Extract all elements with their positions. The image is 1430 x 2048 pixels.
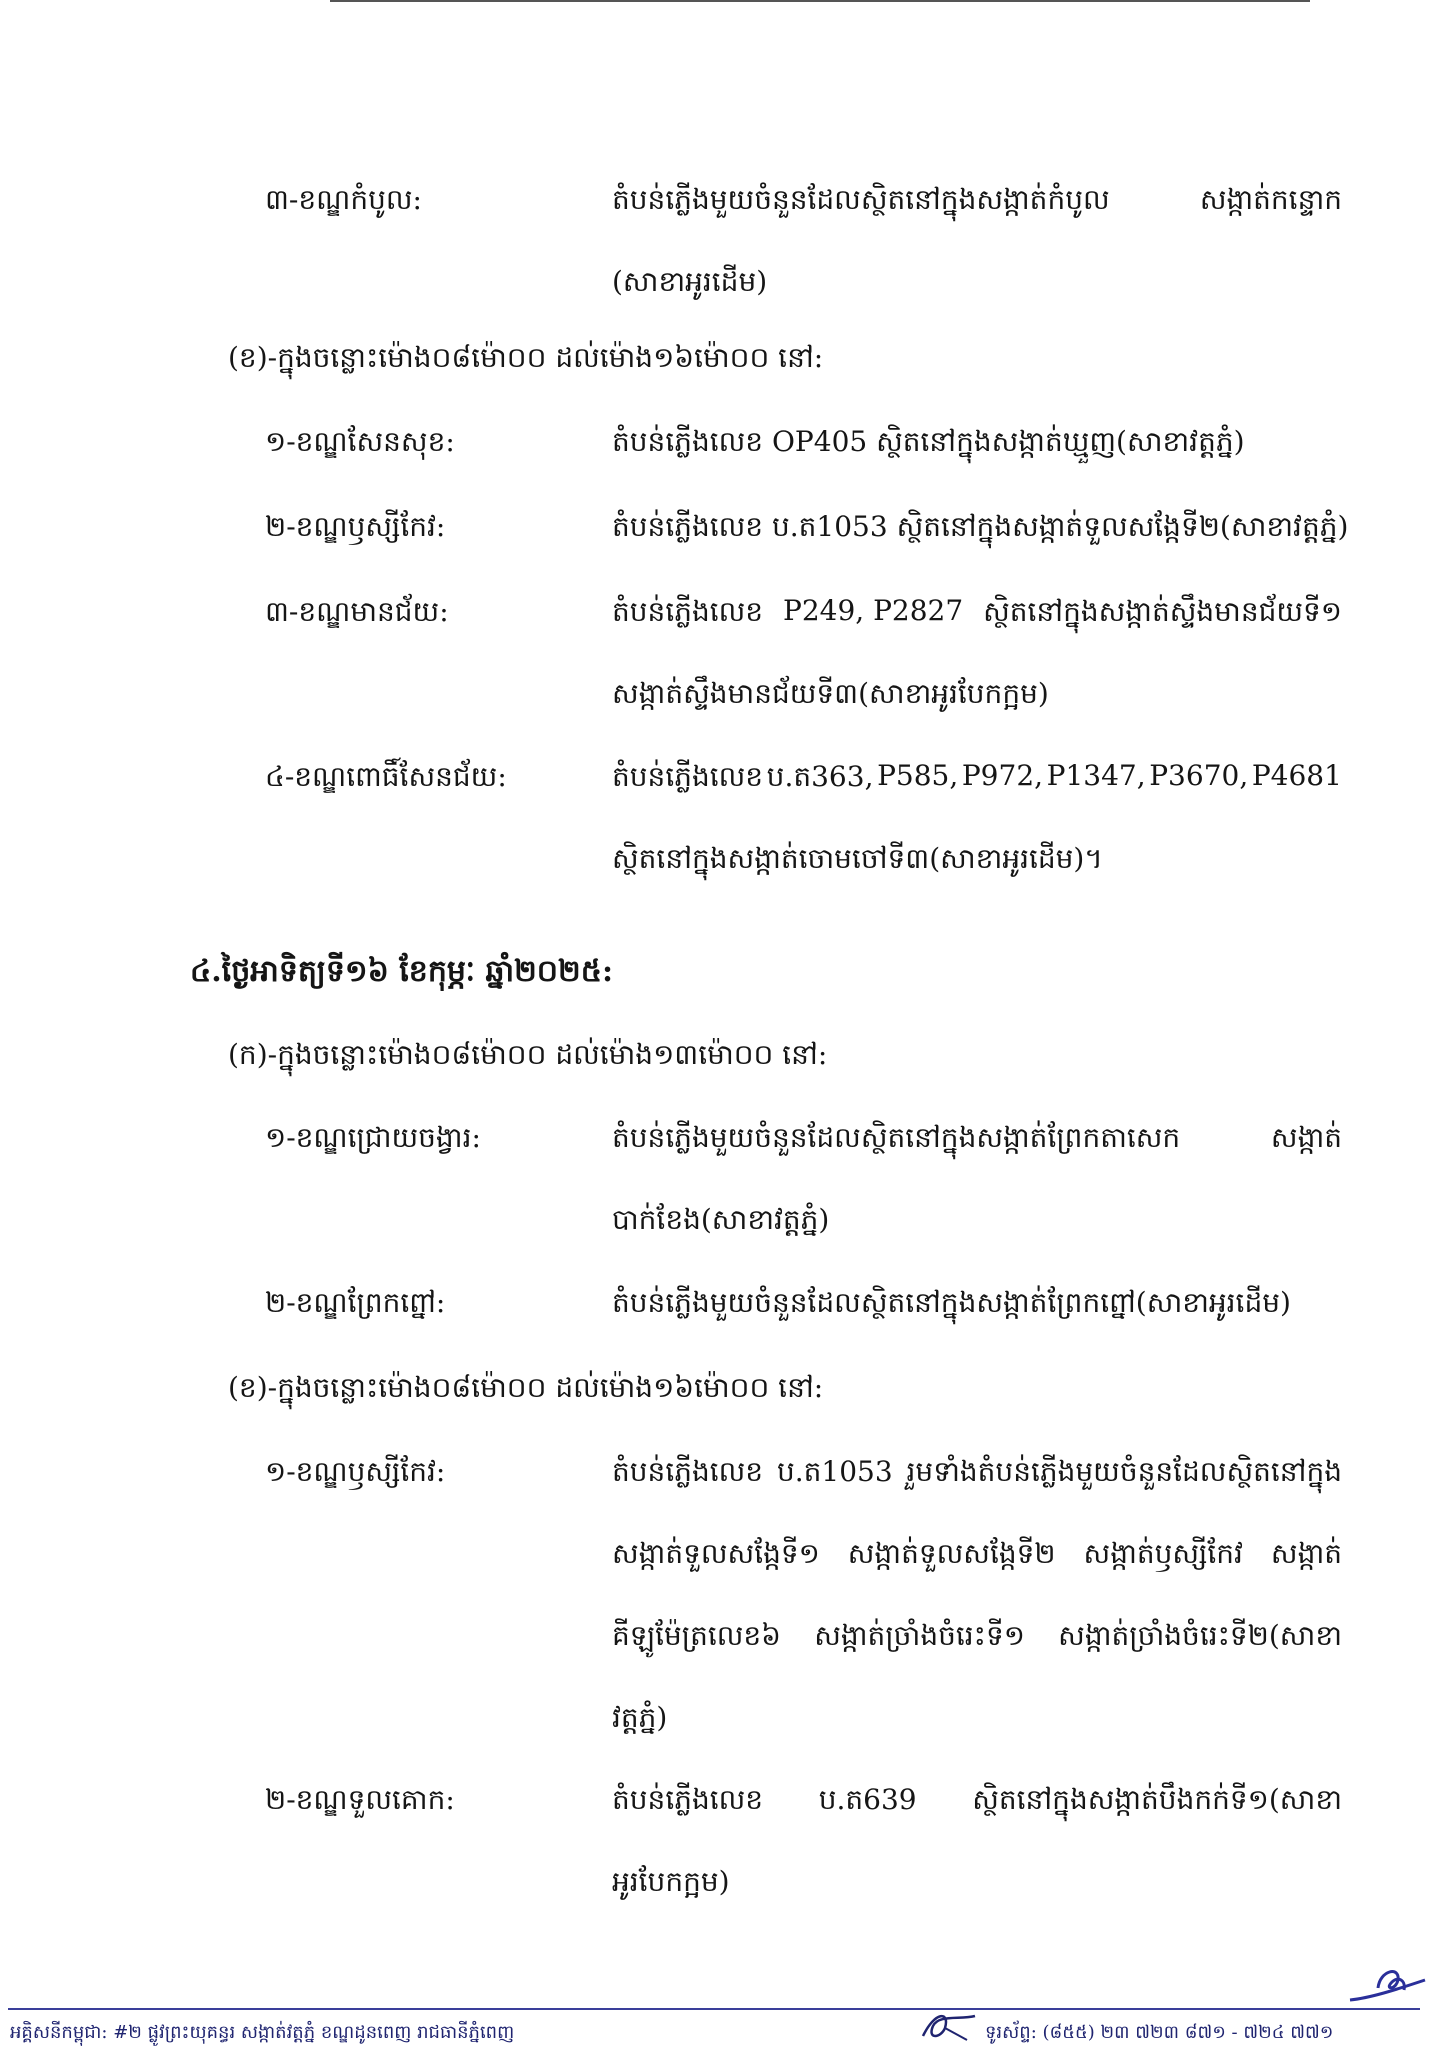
detail-text: ស្ថិតនៅក្នុងសង្កាត់ចោមចៅទី៣(សាខាអូរដើម)។: [612, 842, 1103, 875]
detail-text: សង្កាត់: [1270, 1537, 1342, 1570]
detail-text: តំបន់ភ្លើងមួយចំនួនដែលស្ថិតនៅក្នុងសង្កាត់ព្រែកតាសេក: [612, 1121, 1181, 1154]
area-detail-line: [612, 1536, 1342, 1577]
area-detail-line: [612, 1700, 667, 1741]
footer-address: អគ្គិសនីកម្ពុជា: #២ ផ្លូវព្រះយុគន្ធរ សង្កាត់វត្តភ្នំ ខណ្ឌដូនពេញ រាជធានីភ្នំពេញ: [10, 2022, 515, 2043]
footer-phone: ទូរស័ព្ទ: (៨៥៥) ២៣ ៧២៣ ៨៧១ - ៧២៤ ៧៧១: [985, 2022, 1334, 2043]
detail-text: តំបន់ភ្លើងលេខ: [612, 1783, 764, 1816]
district-label: ២-ខណ្ឌព្រែកព្នៅ:: [265, 1286, 446, 1319]
area-detail-line: [612, 1782, 1342, 1823]
detail-text: P4681: [1251, 759, 1342, 792]
detail-text: តំបន់ភ្លើងលេខ ប.ត1053 ស្ថិតនៅក្នុងសង្កាត់ទួលសង្កែទី២(សាខាវត្តភ្នំ): [612, 510, 1349, 543]
area-detail-line: [612, 1618, 1342, 1659]
detail-text: ស្ថិតនៅក្នុងសង្កាត់ស្ទឹងមានជ័យទី១: [983, 595, 1342, 628]
detail-text: សង្កាត់ទួលសង្កែទី១: [612, 1537, 820, 1570]
detail-text: សង្កាត់កន្ទោក: [1199, 183, 1342, 216]
district-label: ២-ខណ្ឌទួលគោក:: [265, 1783, 455, 1816]
initials-mark-icon: [915, 2006, 985, 2046]
area-detail-line: [612, 759, 1342, 800]
detail-text: សង្កាត់ទួលសង្កែទី២: [847, 1537, 1056, 1570]
area-detail-line: [612, 676, 1049, 717]
detail-text: ប.ត1053: [776, 1455, 893, 1488]
area-detail-line: [612, 1202, 829, 1243]
detail-text: តំបន់ភ្លើងលេខ: [612, 595, 764, 628]
detail-text: ប.ត363,: [766, 760, 874, 793]
district-label: ៣-ខណ្ឌកំបូល:: [265, 183, 422, 216]
detail-text: P1347,: [1046, 759, 1146, 792]
detail-text: សង្កាត់ស្ទឹងមានជ័យទី៣(សាខាអូរបែកក្អម): [612, 677, 1049, 710]
area-detail-line: [612, 1864, 730, 1905]
district-label: ១-ខណ្ឌសែនសុខ:: [265, 425, 455, 458]
detail-text: P3670,: [1149, 759, 1249, 792]
detail-text: តំបន់ភ្លើងលេខ: [612, 1455, 764, 1488]
district-label: ១-ខណ្ឌឫស្សីកែវ:: [265, 1455, 446, 1488]
area-detail-line: [612, 424, 1245, 465]
detail-text: សង្កាត់ច្រាំងចំរេះទី១: [814, 1619, 1025, 1652]
area-detail-line: [612, 594, 1342, 635]
district-label: ៤-ខណ្ឌពោធិ៍សែនជ័យ:: [265, 760, 507, 793]
detail-text: P249, P2827: [783, 594, 964, 627]
footer-rule: [8, 2008, 1420, 2010]
detail-text: គីឡូម៉ែត្រលេខ៦: [612, 1619, 781, 1652]
detail-text: សង្កាត់ច្រាំងចំរេះទី២(សាខា: [1058, 1619, 1342, 1652]
time-period-heading: (ខ)-ក្នុងចន្លោះម៉ោង០៨ម៉ោ០០ ដល់ម៉ោង១៦ម៉ោ០០ នៅ:: [228, 341, 824, 374]
area-detail-line: [612, 264, 767, 305]
detail-text: P585,: [877, 759, 959, 792]
detail-text: (សាខាអូរដើម): [612, 265, 768, 298]
day-heading: ៤.ថ្ងៃអាទិត្យទី១៦ ខែកុម្ភៈ ឆ្នាំ២០២៥:: [190, 954, 614, 989]
area-detail-line: [612, 1120, 1342, 1161]
signature-mark-icon: [1340, 1960, 1430, 2010]
detail-text: តំបន់ភ្លើងមួយចំនួនដែលស្ថិតនៅក្នុងសង្កាត់កំបូល: [612, 183, 1110, 216]
area-detail-line: [612, 1285, 1291, 1326]
district-label: ៣-ខណ្ឌមានជ័យ:: [265, 595, 449, 628]
detail-text: បាក់ខែង(សាខាវត្តភ្នំ): [612, 1203, 830, 1236]
detail-text: សង្កាត់ឫស្សីកែវ: [1083, 1537, 1243, 1570]
district-label: ២-ខណ្ឌឫស្សីកែវ:: [265, 510, 446, 543]
detail-text: ប.ត639: [818, 1783, 917, 1816]
detail-text: តំបន់ភ្លើងមួយចំនួនដែលស្ថិតនៅក្នុងសង្កាត់ព្រែកព្នៅ(សាខាអូរដើម): [612, 1286, 1291, 1319]
area-detail-line: [612, 841, 1103, 882]
district-label: ១-ខណ្ឌជ្រោយចង្វារ:: [265, 1121, 481, 1154]
detail-text: រួមទាំងតំបន់ភ្លើងមួយចំនួនដែលស្ថិតនៅក្នុង: [906, 1455, 1342, 1488]
time-period-heading: (ខ)-ក្នុងចន្លោះម៉ោង០៨ម៉ោ០០ ដល់ម៉ោង១៦ម៉ោ០០ នៅ:: [228, 1371, 824, 1404]
detail-text: ស្ថិតនៅក្នុងសង្កាត់បឹងកក់ទី១(សាខា: [972, 1783, 1342, 1816]
detail-text: សង្កាត់: [1270, 1121, 1342, 1154]
time-period-heading: (ក)-ក្នុងចន្លោះម៉ោង០៨ម៉ោ០០ ដល់ម៉ោង១៣ម៉ោ០០ នៅ:: [228, 1038, 828, 1071]
area-detail-line: [612, 182, 1342, 223]
detail-text: តំបន់ភ្លើងលេខ OP405 ស្ថិតនៅក្នុងសង្កាត់ឃ្មួញ(សាខាវត្តភ្នំ): [612, 425, 1245, 458]
detail-text: តំបន់ភ្លើងលេខ: [612, 760, 764, 793]
area-detail-line: [612, 1454, 1342, 1495]
detail-text: អូរបែកក្អម): [612, 1865, 730, 1898]
detail-text: P972,: [961, 759, 1044, 792]
detail-text: វត្តភ្នំ): [612, 1701, 668, 1734]
area-detail-line: [612, 509, 1348, 550]
